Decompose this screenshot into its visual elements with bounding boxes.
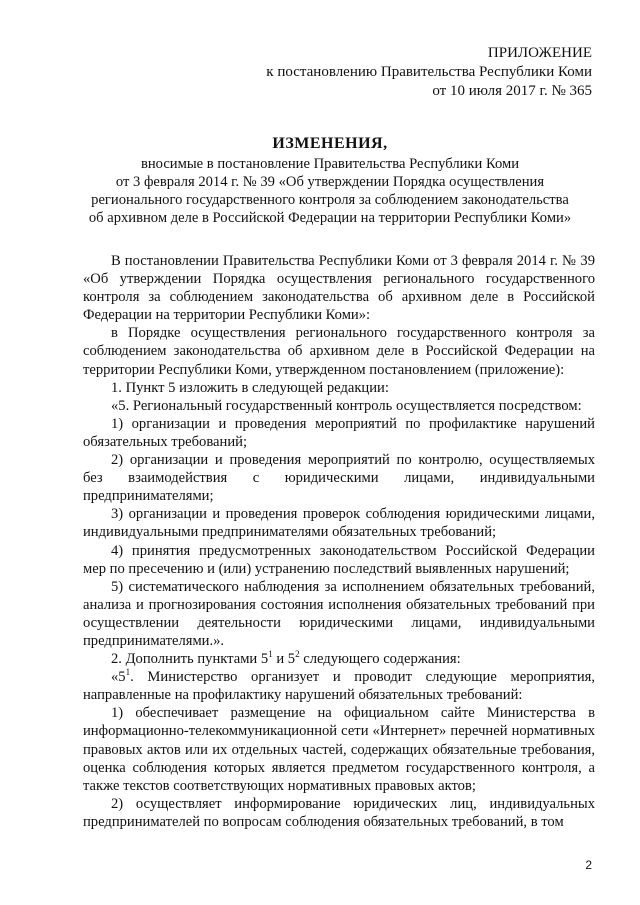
paragraph: 5) систематического наблюдения за исполнением обязательных требований, анализа и прогнозирования состояния исполнения обязательных требований при осуществлении деятельности юридическими лицами, индивидуальными предпринимателями.». — [83, 578, 595, 649]
paragraph: 1. Пункт 5 изложить в следующей редакции: — [111, 379, 389, 396]
paragraph — [83, 650, 595, 668]
superscript: 1 — [268, 649, 273, 660]
page-number: 2 — [585, 858, 592, 872]
paragraph: 2) организации и проведения мероприятий по контролю, осуществляемых без взаимодействия с юридическими лицами, индивидуальными предпринимателями; — [83, 452, 595, 505]
appendix-label: ПРИЛОЖЕНИЕ — [487, 45, 592, 61]
document-subtitle-line: от 3 февраля 2014 г. № 39 «Об утверждении Порядка осуществления — [115, 174, 545, 190]
paragraph: 4) принятия предусмотренных законодательством Российской Федерации мер по пресечению и (или) устранению последствий выявленных нарушений; — [83, 542, 595, 577]
paragraph: «5. Региональный государственный контроль осуществляется посредством: — [111, 397, 582, 414]
paragraph: В постановлении Правительства Республики Коми от 3 февраля 2014 г. № 39 «Об утверждении Порядка осуществления регионального государственного контроля за соблюдением законодательства об архивном деле в Российской Федерации на территории Республики Коми»: — [83, 253, 595, 324]
paragraph: 1) организации и проведения мероприятий по профилактике нарушений обязательных требований; — [83, 415, 595, 450]
paragraph — [83, 668, 595, 704]
paragraph: 2) осуществляет информирование юридических лиц, индивидуальных предпринимателей по вопросам соблюдения обязательных требований, в том — [83, 795, 595, 830]
document-heading — [70, 133, 590, 227]
document-subtitle-line: регионального государственного контроля за соблюдением законодательства — [91, 192, 569, 208]
paragraph-text: . Министерство организует и проводит следующие мероприятия, направленные на профилактику нарушений обязательных требований: — [83, 669, 595, 704]
paragraph-text: «5 — [111, 669, 126, 686]
superscript: 1 — [125, 667, 131, 678]
document-subtitle-line: об архивном деле в Российской Федерации на территории Республики Коми» — [88, 210, 572, 226]
paragraph-text: и 5 — [272, 651, 296, 668]
document-body — [83, 252, 595, 831]
superscript: 2 — [295, 649, 300, 660]
paragraph: 3) организации и проведения проверок соблюдения юридическими лицами, индивидуальными предпринимателями обязательных требований; — [83, 506, 595, 541]
paragraph: в Порядке осуществления регионального государственного контроля за соблюдением законодательства об архивном деле в Российской Федерации на территории Республики Коми, утвержденном постановлением (приложение): — [83, 325, 595, 378]
appendix-reference: к постановлению Правительства Республики Коми — [266, 64, 592, 80]
appendix-date: от 10 июля 2017 г. № 365 — [432, 83, 592, 99]
document-subtitle-line: вносимые в постановление Правительства Республики Коми — [140, 156, 520, 172]
appendix-header — [266, 44, 592, 101]
paragraph-text: следующего содержания: — [299, 651, 461, 668]
paragraph: 1) обеспечивает размещение на официальном сайте Министерства в информационно-телекоммуникационной сети «Интернет» перечней нормативных правовых актов или их отдельных частей, содержащих обязательные требования, оценка соблюдения которых является предметом государственного контроля, а также текстов соответствующих нормативных правовых актов; — [83, 705, 595, 794]
paragraph-text: 2. Дополнить пунктами 5 — [111, 651, 269, 668]
document-title: ИЗМЕНЕНИЯ, — [272, 135, 388, 152]
